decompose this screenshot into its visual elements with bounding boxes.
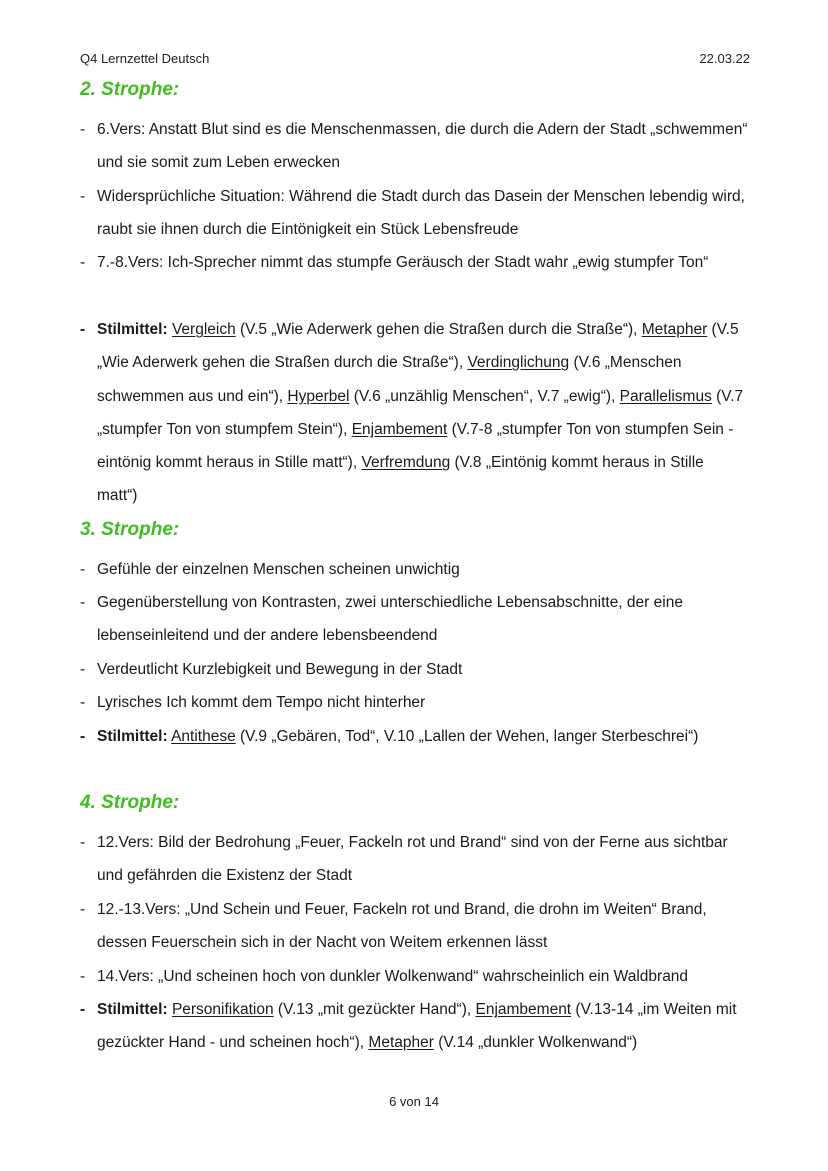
stilmittel-term: Personifikation	[171, 1001, 274, 1018]
stilmittel-label: Stilmittel:	[97, 321, 168, 338]
section-heading: 2. Strophe:	[80, 79, 180, 100]
list-item	[80, 653, 748, 686]
stilmittel-label: Stilmittel:	[97, 728, 168, 745]
section-heading: 3. Strophe:	[80, 519, 180, 540]
list-item	[80, 113, 748, 180]
list-item-text: Lyrisches Ich kommt dem Tempo nicht hinterher	[97, 694, 426, 711]
list-item	[80, 553, 748, 586]
section-heading: 4. Strophe:	[80, 792, 180, 813]
page-number: 6 von 14	[389, 1094, 439, 1109]
list-item	[80, 180, 748, 247]
stilmittel-quote: (V.5 „Wie Aderwerk gehen die Straßen durch die Straße“),	[235, 321, 642, 338]
bullet-dash: -	[80, 594, 86, 611]
list-item-text: Gegenüberstellung von Kontrasten, zwei unterschiedliche Lebensabschnitte, der eine lebenseinleitend und der andere lebensbeendend	[97, 594, 683, 645]
stilmittel-term: Enjambement	[475, 1001, 572, 1018]
stilmittel-quote: (V.7-8 „stumpfer Ton von stumpfen Sein - eintönig kommt heraus in Stille matt“),	[97, 420, 734, 472]
header-date: 22.03.22	[699, 51, 750, 66]
header-title: Q4 Lernzettel Deutsch	[80, 51, 210, 66]
stilmittel-quote: (V.9 „Gebären, Tod“, V.10 „Lallen der Wehen, langer Sterbeschrei“)	[235, 728, 699, 745]
list-item-text: Gefühle der einzelnen Menschen scheinen unwichtig	[97, 561, 460, 578]
bullet-dash: -	[80, 1001, 86, 1018]
list-item-text: 14.Vers: „Und scheinen hoch von dunkler Wolkenwand“ wahrscheinlich ein Waldbrand	[97, 968, 689, 985]
stilmittel-quote: (V.14 „dunkler Wolkenwand“)	[433, 1034, 638, 1052]
stilmittel-term: Vergleich	[171, 321, 236, 338]
bullet-dash: -	[80, 561, 86, 578]
bullet-dash: -	[80, 188, 86, 205]
stilmittel-quote: (V.6 „unzählig Menschen“, V.7 „ewig“),	[349, 387, 620, 405]
list-item	[80, 246, 748, 279]
stilmittel-term: Verdinglichung	[467, 354, 570, 372]
bullet-dash: -	[80, 254, 86, 271]
list-item-text: 12.Vers: Bild der Bedrohung „Feuer, Fackeln rot und Brand“ sind von der Ferne aus sichtbar und gefährden die Existenz der Stadt	[97, 834, 728, 885]
list-item	[80, 686, 748, 719]
list-item-text: Verdeutlicht Kurzlebigkeit und Bewegung in der Stadt	[97, 661, 463, 678]
stilmittel-item	[80, 720, 748, 753]
list-item	[80, 960, 748, 993]
stilmittel-quote: (V.8 „Eintönig kommt heraus in Stille matt“)	[97, 454, 704, 505]
list-item-text: 6.Vers: Anstatt Blut sind es die Menschenmassen, die durch die Adern der Stadt „schwemmen“ und sie somit zum Leben erwecken	[97, 121, 748, 172]
stilmittel-term: Verfremdung	[361, 454, 451, 472]
bullet-dash: -	[80, 728, 86, 745]
list-item-text: Widersprüchliche Situation: Während die Stadt durch das Dasein der Menschen lebendig wird, raubt sie ihnen durch die Eintönigkeit ein Stück Lebensfreude	[97, 188, 745, 239]
stilmittel-quote: (V.13 „mit gezückter Hand“),	[273, 1001, 476, 1018]
stilmittel-quote: (V.5 „Wie Aderwerk gehen die Straßen durch die Straße“),	[97, 321, 739, 372]
bullet-dash: -	[80, 901, 86, 918]
stilmittel-text	[80, 720, 748, 753]
bullet-dash: -	[80, 121, 86, 138]
stilmittel-term: Metapher	[641, 321, 708, 338]
list-item	[80, 826, 748, 893]
list-item-text: 7.-8.Vers: Ich-Sprecher nimmt das stumpfe Geräusch der Stadt wahr „ewig stumpfer Ton“	[97, 254, 709, 271]
stilmittel-text	[80, 993, 748, 1060]
stilmittel-label: Stilmittel:	[97, 1001, 168, 1018]
stilmittel-quote: (V.13-14 „im Weiten mit gezückter Hand - und scheinen hoch“),	[97, 1001, 737, 1052]
stilmittel-quote: (V.6 „Menschen schwemmen aus und ein“),	[97, 354, 682, 405]
stilmittel-item	[80, 993, 748, 1060]
bullet-dash: -	[80, 968, 86, 985]
stilmittel-term: Parallelismus	[619, 387, 712, 405]
stilmittel-term: Antithese	[171, 728, 236, 745]
bullet-dash: -	[80, 834, 86, 851]
stilmittel-text	[80, 313, 748, 513]
stilmittel-term: Metapher	[368, 1034, 434, 1052]
list-item	[80, 586, 748, 653]
bullet-dash: -	[80, 321, 86, 338]
stilmittel-quote: (V.7 „stumpfer Ton von stumpfem Stein“),	[97, 387, 744, 438]
list-item-text: 12.-13.Vers: „Und Schein und Feuer, Fackeln rot und Brand, die drohn im Weiten“ Brand, dessen Feuerschein sich in der Nacht von Weitem erkennen lässt	[97, 901, 707, 952]
bullet-dash: -	[80, 694, 86, 711]
list-item	[80, 893, 748, 960]
stilmittel-term: Hyperbel	[287, 387, 350, 405]
stilmittel-item	[80, 313, 748, 513]
stilmittel-term: Enjambement	[351, 420, 448, 438]
bullet-dash: -	[80, 661, 86, 678]
